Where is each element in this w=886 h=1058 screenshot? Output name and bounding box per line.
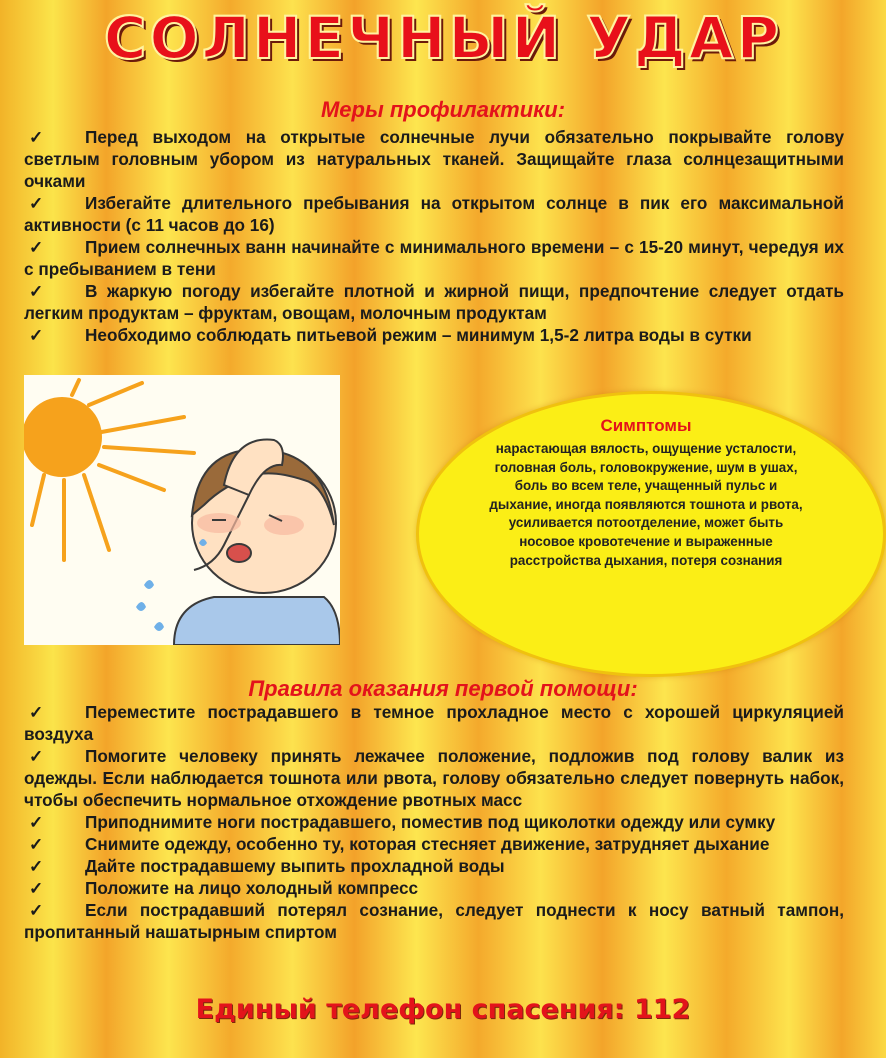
sun-and-child-icon: [24, 375, 340, 645]
first-aid-item: ✓ Помогите человеку принять лежачее положение, подложив под голову валик из одежды. Если наблюдается тошнота или рвота, голову обязательно следует повернуть набок, чтобы обеспечить нормальное отхождение рвотных масс: [24, 746, 844, 810]
check-icon: ✓: [29, 127, 44, 147]
prevention-item: ✓ Необходимо соблюдать питьевой режим – минимум 1,5-2 литра воды в сутки: [24, 324, 844, 346]
first-aid-heading: Правила оказания первой помощи:: [248, 676, 638, 701]
emergency-phone: Единый телефон спасения: 112: [195, 994, 691, 1025]
first-aid-list: [24, 701, 844, 943]
prevention-list: [24, 126, 844, 346]
check-icon: ✓: [29, 856, 44, 876]
prevention-item: ✓ В жаркую погоду избегайте плотной и жирной пищи, предпочтение следует отдать легким продуктам – фруктам, овощам, молочным продуктам: [24, 281, 844, 323]
symptoms-content: [487, 416, 805, 624]
check-icon: ✓: [29, 746, 44, 766]
first-aid-item: ✓ Положите на лицо холодный компресс: [24, 877, 844, 899]
first-aid-item: ✓ Приподнимите ноги пострадавшего, поместив под щиколотки одежду или сумку: [24, 811, 844, 833]
heatstroke-illustration: [24, 375, 340, 645]
check-icon: ✓: [29, 193, 44, 213]
prevention-item: ✓ Избегайте длительного пребывания на открытом солнце в пик его максимальной активности (с 11 часов до 16): [24, 193, 844, 235]
check-icon: ✓: [29, 702, 44, 722]
first-aid-item: ✓ Дайте пострадавшему выпить прохладной воды: [24, 855, 844, 877]
first-aid-item: ✓ Если пострадавший потерял сознание, следует поднести к носу ватный тампон, пропитанный нашатырным спиртом: [24, 900, 844, 942]
prevention-item: ✓ Перед выходом на открытые солнечные лучи обязательно покрывайте голову светлым головным убором из натуральных тканей. Защищайте глаза солнцезащитными очками: [24, 127, 844, 191]
check-icon: ✓: [29, 834, 44, 854]
check-icon: ✓: [29, 237, 44, 257]
check-icon: ✓: [29, 325, 44, 345]
check-icon: ✓: [29, 812, 44, 832]
symptoms-text: нарастающая вялость, ощущение усталости, головная боль, головокружение, шум в ушах, боль во всем теле, учащенный пульс и дыхание, иногда появляются тошнота и рвота, усиливается потоотделение, может быть носовое кровотечение и выраженные расстройства дыхания, потеря сознания: [489, 441, 803, 568]
check-icon: ✓: [29, 878, 44, 898]
prevention-item: ✓ Прием солнечных ванн начинайте с минимального времени – с 15-20 минут, чередуя их с пребыванием в тени: [24, 237, 844, 279]
prevention-heading: Меры профилактики:: [320, 97, 566, 122]
symptoms-title: Симптомы: [600, 416, 692, 435]
check-icon: ✓: [29, 281, 44, 301]
first-aid-item: ✓ Снимите одежду, особенно ту, которая стесняет движение, затрудняет дыхание: [24, 833, 844, 855]
first-aid-item: ✓ Переместите пострадавшего в темное прохладное место с хорошей циркуляцией воздуха: [24, 702, 844, 744]
poster-title: СОЛНЕЧНЫЙ УДАР: [103, 4, 783, 72]
check-icon: ✓: [29, 900, 44, 920]
